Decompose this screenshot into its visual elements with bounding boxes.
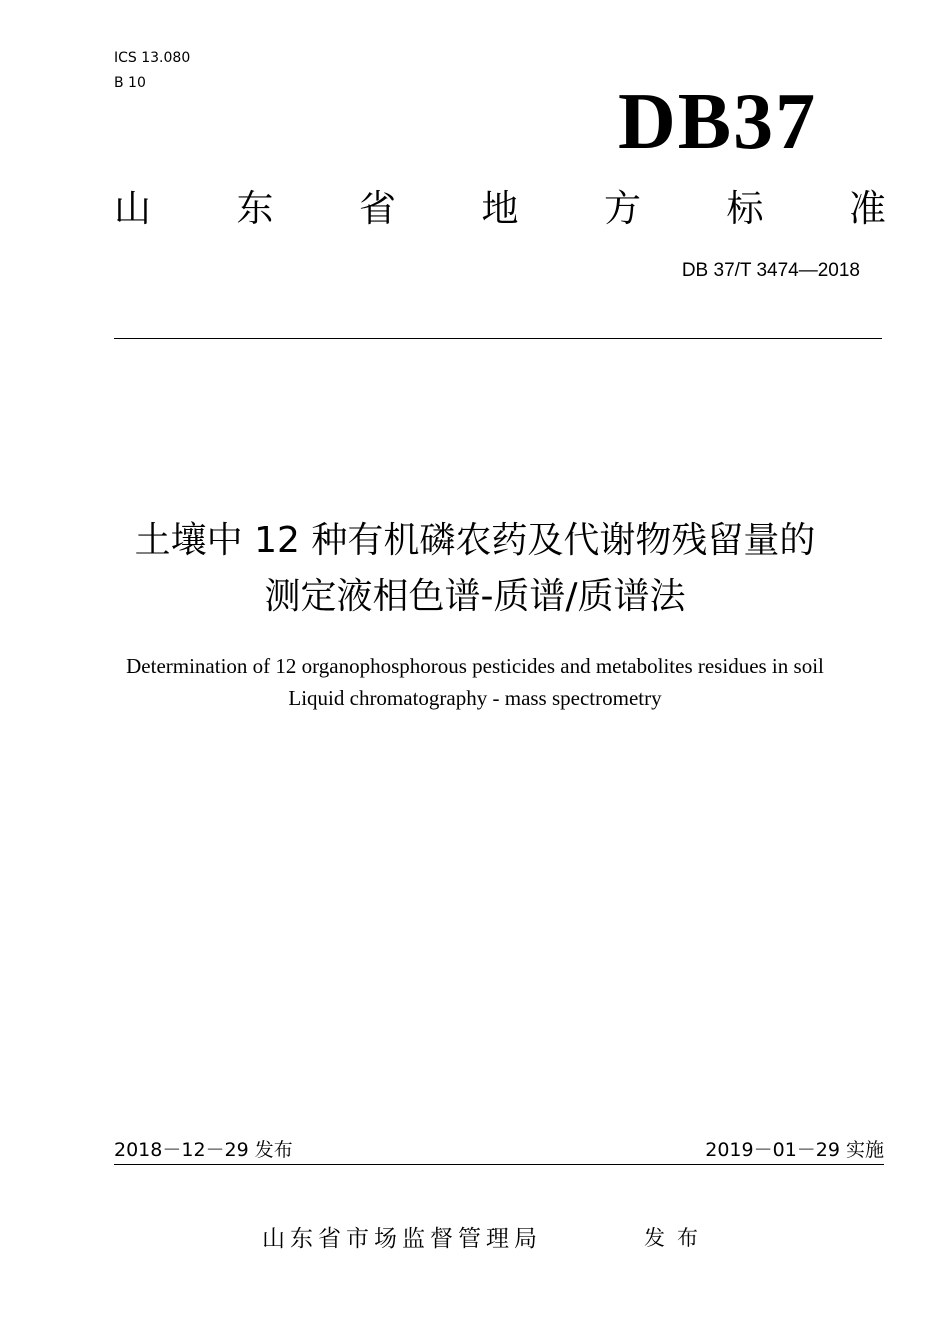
issuing-authority: 山东省市场监督管理局	[262, 1226, 542, 1252]
publish-date: 2018－12－29 发布	[114, 1139, 293, 1161]
issue-label: 发布	[644, 1226, 710, 1250]
standard-type-char: 东	[236, 187, 274, 230]
footer-divider	[114, 1164, 884, 1165]
title-zh-line2: 测定液相色谱-质谱/质谱法	[264, 576, 686, 617]
title-zh-line1: 土壤中 12 种有机磷农药及代谢物残留量的	[134, 520, 816, 561]
title-en-line2: Liquid chromatography - mass spectrometry	[288, 686, 662, 710]
standard-type-char: 方	[604, 187, 641, 230]
standard-type-char: 省	[359, 187, 396, 230]
standard-type	[114, 185, 886, 233]
standard-number: DB 37/T 3474—2018	[681, 260, 860, 281]
header-divider	[114, 338, 882, 339]
standard-type-char: 地	[481, 187, 519, 230]
standard-type-char: 准	[849, 187, 886, 230]
ics-code: ICS 13.080	[114, 50, 191, 66]
ccs-code: B 10	[114, 75, 146, 91]
title-en-line1: Determination of 12 organophosphorous pesticides and metabolites residues in soil	[126, 654, 824, 678]
standard-type-char: 标	[726, 187, 764, 230]
implement-date: 2019－01－29 实施	[705, 1139, 884, 1161]
standard-type-char: 山	[114, 187, 151, 230]
standard-logo: DB37	[618, 78, 818, 166]
